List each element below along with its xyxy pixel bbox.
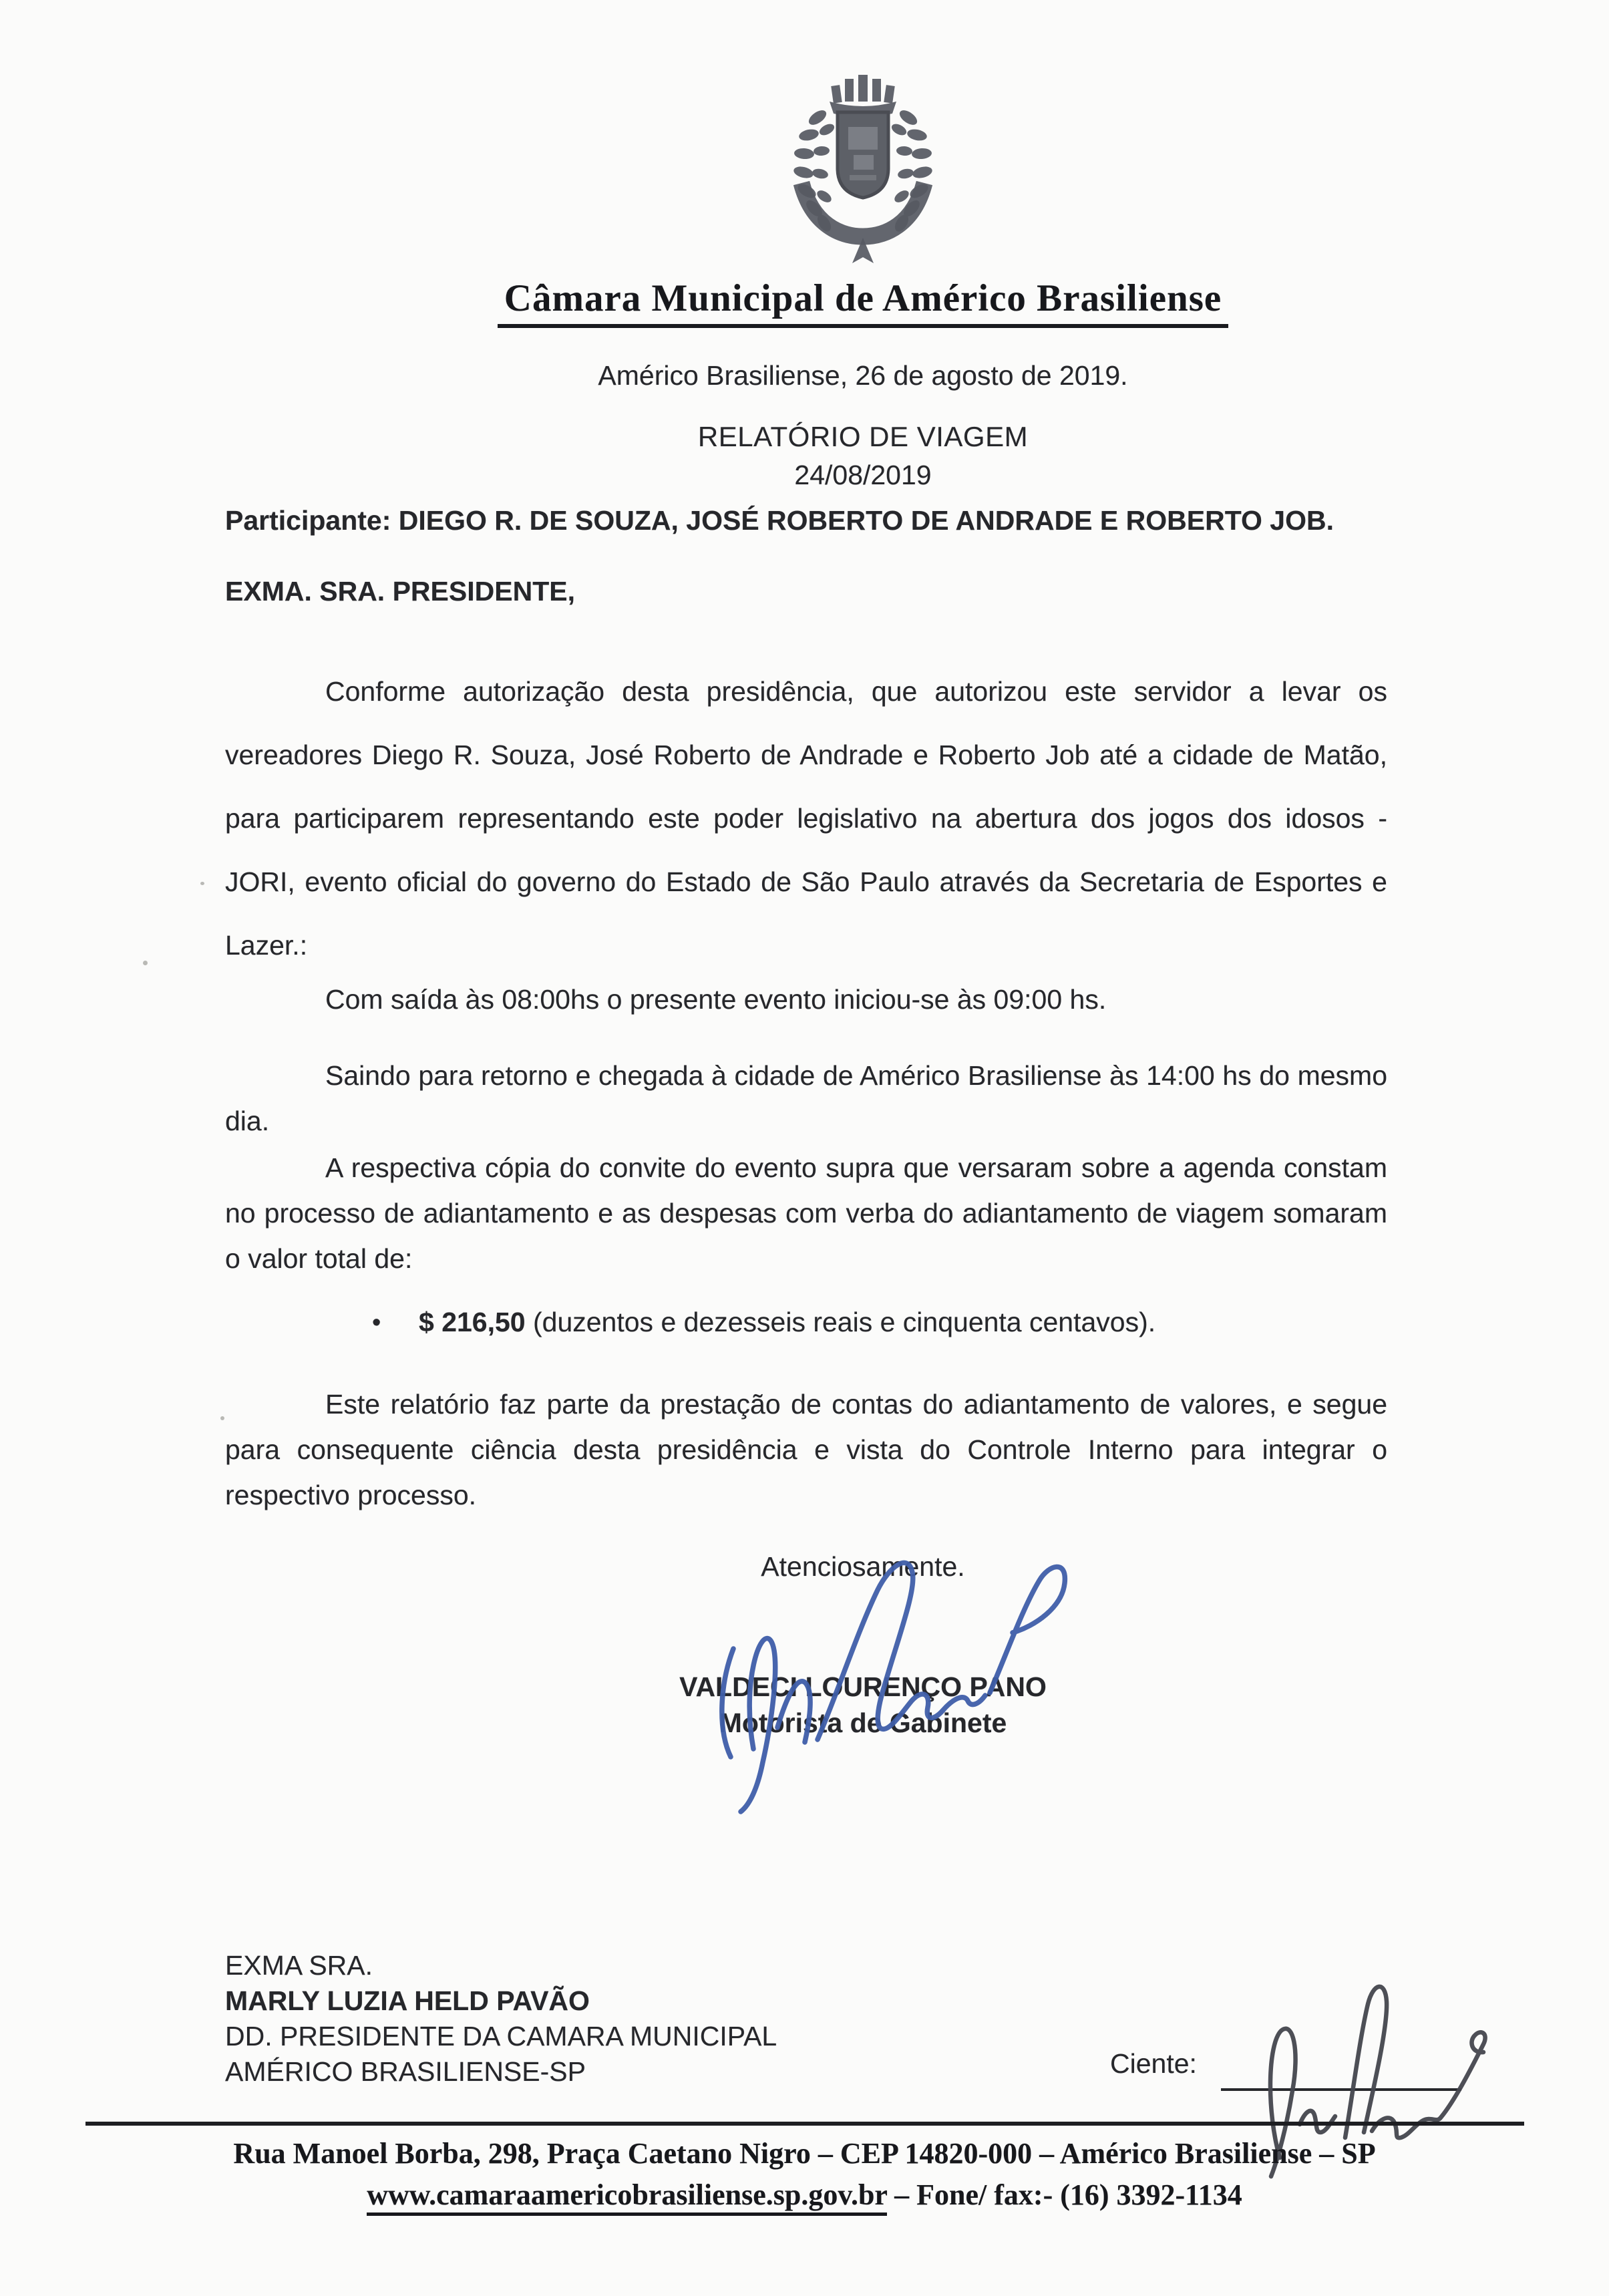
paragraph-expenses-intro: A respectiva cópia do convite do evento supra que versaram sobre a agenda constam no processo de adiantamento e as despesas com verba do adiantamento de viagem somaram o valor total de: <box>225 1152 1387 1274</box>
paragraph-return: Saindo para retorno e chegada à cidade de Américo Brasiliense às 14:00 hs do mesmo dia. <box>225 1060 1387 1136</box>
coat-of-arms-icon <box>779 65 947 266</box>
municipal-coat-of-arms <box>117 65 1609 273</box>
report-date: 24/08/2019 <box>794 460 932 490</box>
scan-speck <box>143 961 148 965</box>
letterhead <box>117 0 1609 491</box>
participants-line: Participante: DIEGO R. DE SOUZA, JOSÉ ROBERTO DE ANDRADE E ROBERTO JOB. <box>225 505 1334 536</box>
closing-salutation: Atenciosamente. <box>761 1551 965 1582</box>
footer-divider <box>85 2122 1524 2126</box>
acknowledgement-label: Ciente: <box>1110 2048 1197 2079</box>
addressee-title: DD. PRESIDENTE DA CAMARA MUNICIPAL <box>225 2021 777 2052</box>
expense-amount: $ 216,50 <box>419 1307 526 1337</box>
expense-amount-words: (duzentos e dezesseis reais e cinquenta centavos). <box>525 1307 1156 1337</box>
acknowledgement-signature-line <box>1221 2088 1461 2091</box>
expense-item <box>372 1307 1387 1338</box>
signer-title: Motorista de Gabinete <box>719 1707 1007 1738</box>
footer-phone: – Fone/ fax:- (16) 3392-1134 <box>887 2178 1242 2211</box>
footer-address: Rua Manoel Borba, 298, Praça Caetano Nigro – CEP 14820-000 – Américo Brasiliense – SP <box>233 2137 1376 2170</box>
scan-speck <box>200 882 204 885</box>
addressee-block <box>225 1948 777 2090</box>
paragraph-accountability: Este relatório faz parte da prestação de contas do adiantamento de valores, e segue para consequente ciência desta presidência e vista do Controle Interno para integrar o respectivo processo. <box>225 1389 1387 1510</box>
report-title: RELATÓRIO DE VIAGEM <box>697 421 1029 452</box>
signer-name: VALDECI LOURENÇO PANO <box>679 1671 1047 1702</box>
footer-contact <box>0 2178 1609 2212</box>
addressee-honorific: EXMA SRA. <box>225 1950 373 1981</box>
paragraph-departure: Com saída às 08:00hs o presente evento iniciou-se às 09:00 hs. <box>325 984 1107 1015</box>
scan-speck <box>220 1416 224 1420</box>
salutation-line: EXMA. SRA. PRESIDENTE, <box>225 576 575 607</box>
addressee-city: AMÉRICO BRASILIENSE-SP <box>225 2056 586 2087</box>
addressee-name: MARLY LUZIA HELD PAVÃO <box>225 1985 590 2016</box>
paragraph-authorization: Conforme autorização desta presidência, que autorizou este servidor a levar os vereadores Diego R. Souza, José Roberto de Andrade e Roberto Job até a cidade de Matão, para participarem representando este poder legislativo na abertura dos jogos dos idosos - JORI, evento oficial do governo do Estado de São Paulo através da Secretaria de Esportes e Lazer.: <box>225 676 1387 961</box>
date-line: Américo Brasiliense, 26 de agosto de 2019. <box>598 360 1128 391</box>
footer-website-link[interactable]: www.camaraamericobrasiliense.sp.gov.br <box>367 2178 887 2216</box>
bullet-icon: • <box>372 1309 381 1337</box>
organization-title: Câmara Municipal de Américo Brasiliense <box>498 277 1228 328</box>
